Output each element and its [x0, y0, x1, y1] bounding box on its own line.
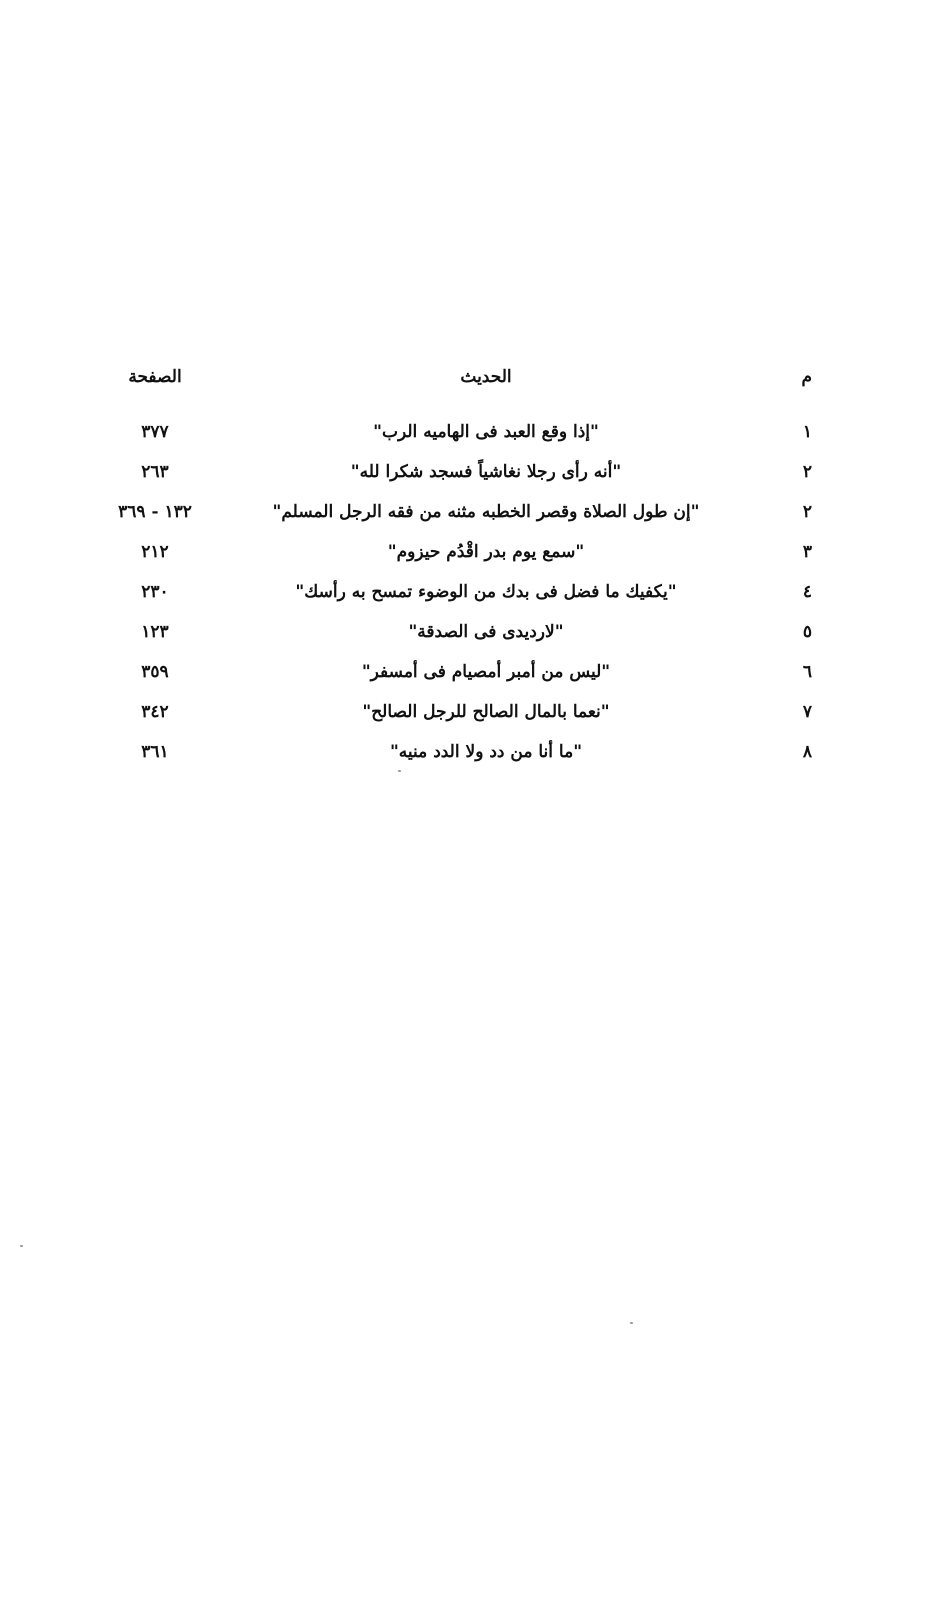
row-number: ٥: [802, 622, 812, 642]
scan-speck: [20, 1245, 23, 1247]
table-row: [100, 652, 812, 692]
row-number: ٨: [802, 742, 812, 762]
row-page: ٢٦٣: [141, 462, 169, 482]
table-row: [100, 572, 812, 612]
row-page: ٢١٢: [141, 542, 169, 562]
table-header-row: [100, 362, 812, 392]
row-hadith: "إذا وقع العبد فى الهاميه الرب": [373, 422, 599, 442]
row-page: ٣٦١: [141, 742, 169, 762]
header-hadith: الحديث: [460, 367, 512, 387]
row-number: ٣: [802, 542, 812, 562]
row-page: ١٢٣: [141, 622, 169, 642]
row-number: ٧: [802, 702, 812, 722]
table-row: [100, 412, 812, 452]
row-hadith: "سمع يوم بدر اقْدُم حيزوم": [387, 542, 585, 562]
row-page: ٣٥٩: [141, 662, 169, 682]
row-number: ٢: [802, 502, 812, 522]
row-number: ١: [802, 422, 812, 442]
row-hadith: "نعما بالمال الصالح للرجل الصالح": [362, 702, 610, 722]
hadith-index-table: [100, 362, 812, 772]
header-number: م: [801, 367, 812, 387]
scan-speck: [630, 1322, 633, 1324]
table-row: [100, 612, 812, 652]
table-row: [100, 732, 812, 772]
row-hadith: "أنه رأى رجلا نغاشياً فسجد شكرا لله": [350, 462, 622, 482]
table-row: [100, 532, 812, 572]
scan-speck: [398, 770, 401, 772]
table-row: [100, 492, 812, 532]
row-hadith: "إن طول الصلاة وقصر الخطبه مثنه من فقه الرجل المسلم": [272, 502, 700, 522]
row-hadith: "ما أنا من دد ولا الدد منيه": [389, 742, 583, 762]
row-hadith: "ليس من أمبر أمصيام فى أمسفر": [361, 662, 611, 682]
table-row: [100, 452, 812, 492]
header-page: الصفحة: [128, 367, 182, 387]
row-page: ٢٣٠: [141, 582, 169, 602]
row-number: ٤: [802, 582, 812, 602]
row-page: ٣٧٧: [141, 422, 169, 442]
row-page: ١٣٢ - ٣٦٩: [118, 502, 192, 522]
row-number: ٢: [802, 462, 812, 482]
row-page: ٣٤٢: [141, 702, 169, 722]
table-row: [100, 692, 812, 732]
row-hadith: "يكفيك ما فضل فى بدك من الوضوء تمسح به رأسك": [295, 582, 677, 602]
row-number: ٦: [802, 662, 812, 682]
row-hadith: "لارديدى فى الصدقة": [408, 622, 564, 642]
